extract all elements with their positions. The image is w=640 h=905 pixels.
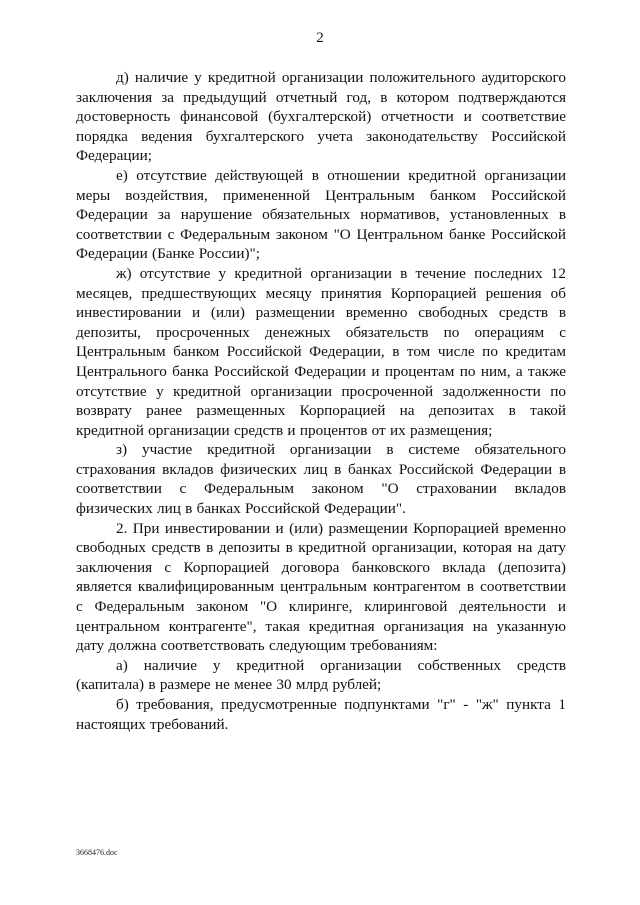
paragraph-z: з) участие кредитной организации в системе обязательного страхования вкладов физических лиц в банках Российской Федерации в соответствии с Федеральным законом "О страховании вкладов физических лиц в банках Российской Федерации". <box>76 441 566 518</box>
document-body <box>76 68 566 734</box>
paragraph-e: е) отсутствие действующей в отношении кредитной организации меры воздействия, примененной Центральным банком Российской Федерации за нарушение обязательных нормативов, установленных в соответствии с Федеральным законом "О Центральном банке Российской Федерации (Банке России)"; <box>76 166 566 263</box>
paragraph-d: д) наличие у кредитной организации положительного аудиторского заключения за предыдущий отчетный год, в котором подтверждаются достоверность финансовой (бухгалтерской) отчетности и соответствие порядка ведения бухгалтерского учета законодательству Российской Федерации; <box>76 69 566 165</box>
footer-file-code: 3668476.doc <box>76 848 118 857</box>
paragraph-2: 2. При инвестировании и (или) размещении Корпорацией временно свободных средств в депозиты в кредитной организации, которая на дату заключения с Корпорацией договора банковского вклада (депозита) является квалифицированным центральным контрагентом в соответствии с Федеральным законом "О клиринге, клиринговой деятельности и центральном контрагенте", такая кредитная организация на указанную дату должна соответствовать следующим требованиям: <box>76 519 566 655</box>
paragraph-zh: ж) отсутствие у кредитной организации в течение последних 12 месяцев, предшествующих месяцу принятия Корпорацией решения об инвестировании и (или) размещении временно свободных средств в депозиты, просроченных денежных обязательств по операциям с Центральным банком Российской Федерации, в том числе по кредитам Центрального банка Российской Федерации и процентам по ним, а также отсутствие у кредитной организации просроченной задолженности по возврату ранее размещенных Корпорацией на депозитах в такой кредитной организации средств и процентов от их размещения; <box>76 264 566 439</box>
page-number: 2 <box>316 30 324 46</box>
paragraph-a: а) наличие у кредитной организации собственных средств (капитала) в размере не менее 30 млрд рублей; <box>76 656 566 694</box>
paragraph-b: б) требования, предусмотренные подпунктами "г" - "ж" пункта 1 настоящих требований. <box>76 696 566 733</box>
